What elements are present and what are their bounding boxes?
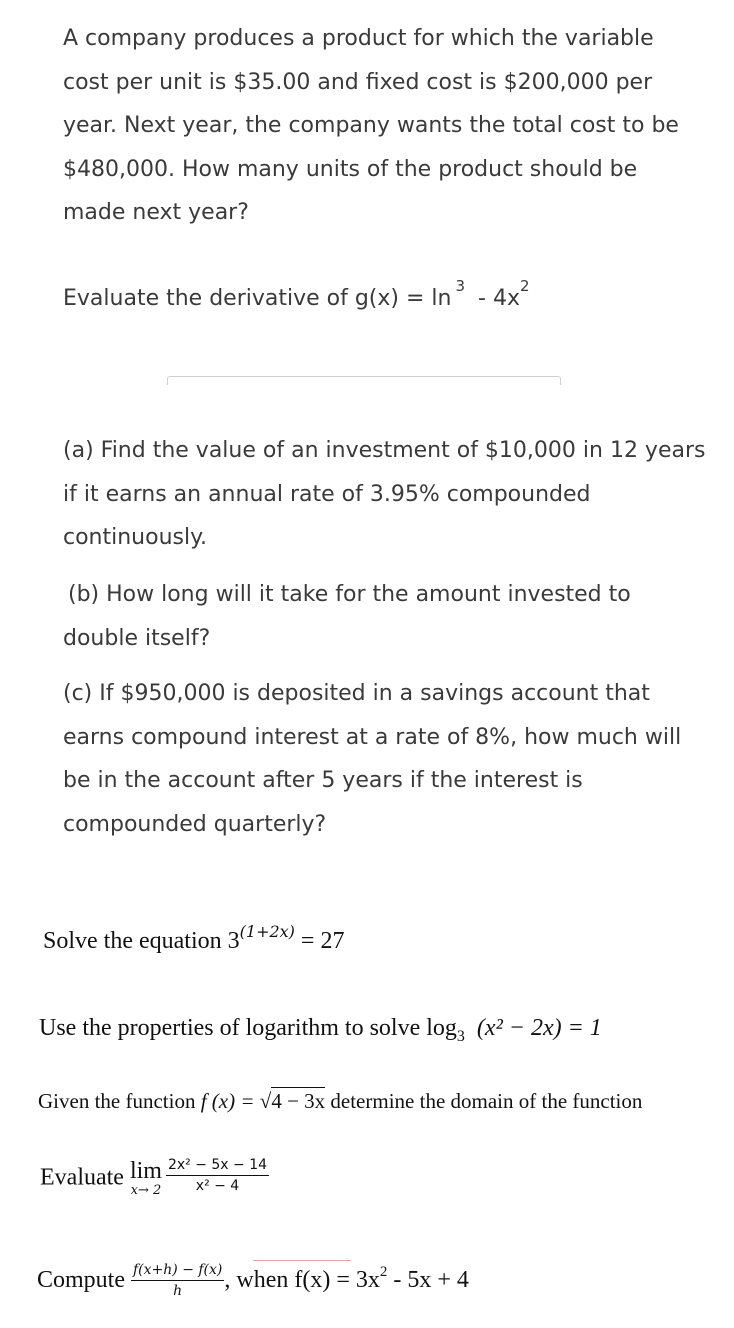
question-1-line: cost per unit is $35.00 and fixed cost is $200,000 per (63, 69, 653, 95)
log-label: log (426, 1015, 457, 1041)
question-1-line: made next year? (63, 200, 249, 225)
red-underline (253, 1260, 351, 1261)
question-4-base: 3 (227, 928, 240, 954)
dq-denominator: h (173, 1283, 183, 1299)
question-3a-line: if it earns an annual rate of 3.95% compounded (63, 481, 591, 507)
question-2-block (63, 277, 530, 311)
question-3b-line: double itself? (63, 625, 211, 651)
x-exponent: 2 (519, 277, 530, 295)
difference-quotient (131, 1262, 224, 1299)
question-4-text: Solve the equation (43, 928, 228, 954)
radical-sign: √ (259, 1089, 272, 1113)
log-argument: (x² − 2x) = 1 (470, 1015, 602, 1041)
question-8-end: - 5x + 4 (387, 1267, 469, 1293)
question-5-block (39, 1015, 602, 1045)
lim-label: lim (129, 1158, 162, 1184)
question-3c-line: earns compound interest at a rate of 8%, how much will (63, 724, 682, 750)
lim-approach: x→ 2 (130, 1183, 162, 1198)
question-4-rhs: = 27 (294, 928, 345, 954)
question-8-text: Compute (37, 1267, 131, 1293)
question-7-block (40, 1158, 269, 1198)
question-3b-block (63, 573, 728, 660)
question-8-suffix: , when f(x) = 3x (224, 1267, 380, 1293)
question-6-text: Given the function (38, 1089, 201, 1113)
limit-denominator: x² − 4 (195, 1177, 240, 1194)
question-3c-line: (c) If $950,000 is deposited in a savings account that (63, 681, 650, 706)
question-2-text: Evaluate the derivative of g(x) = ln (63, 286, 452, 311)
question-3a-block (63, 429, 728, 560)
ln-exponent: 3 (455, 277, 466, 295)
question-6-suffix: determine the domain of the function (325, 1089, 643, 1113)
question-8-exp: 2 (379, 1264, 388, 1281)
question-3c-line: compounded quarterly? (63, 811, 327, 837)
question-8-block (37, 1262, 469, 1299)
question-3a-line: (a) Find the value of an investment of $10,000 in 12 years (63, 438, 706, 463)
limit-numerator: 2x² − 5x − 14 (166, 1157, 269, 1176)
question-3c-line: be in the account after 5 years if the interest is (63, 768, 583, 793)
log-base: 3 (456, 1028, 465, 1045)
question-3c-block (63, 672, 728, 846)
dq-numerator: f(x+h) − f(x) (131, 1262, 224, 1281)
question-4-block (43, 922, 345, 955)
question-6-block (38, 1089, 642, 1114)
question-1-line: year. Next year, the company wants the total cost to be (63, 113, 679, 138)
limit-fraction (166, 1157, 269, 1194)
question-1-line: $480,000. How many units of the product should be (63, 156, 638, 182)
question-1-line: A company produces a product for which the variable (63, 26, 654, 51)
question-4-exponent: (1+2x) (239, 922, 295, 941)
question-3a-line: continuously. (63, 525, 207, 550)
question-1-block (63, 17, 723, 235)
question-3b-line: (b) How long will it take for the amount invested to (68, 582, 631, 607)
question-7-text: Evaluate (40, 1164, 130, 1191)
function-f: f (x) = (200, 1089, 260, 1113)
question-5-text: Use the properties of logarithm to solve (39, 1015, 427, 1041)
answer-divider (167, 376, 561, 385)
limit-operator (130, 1158, 162, 1198)
question-2-mid: - 4x (471, 286, 520, 311)
radicand: 4 − 3x (271, 1089, 326, 1113)
